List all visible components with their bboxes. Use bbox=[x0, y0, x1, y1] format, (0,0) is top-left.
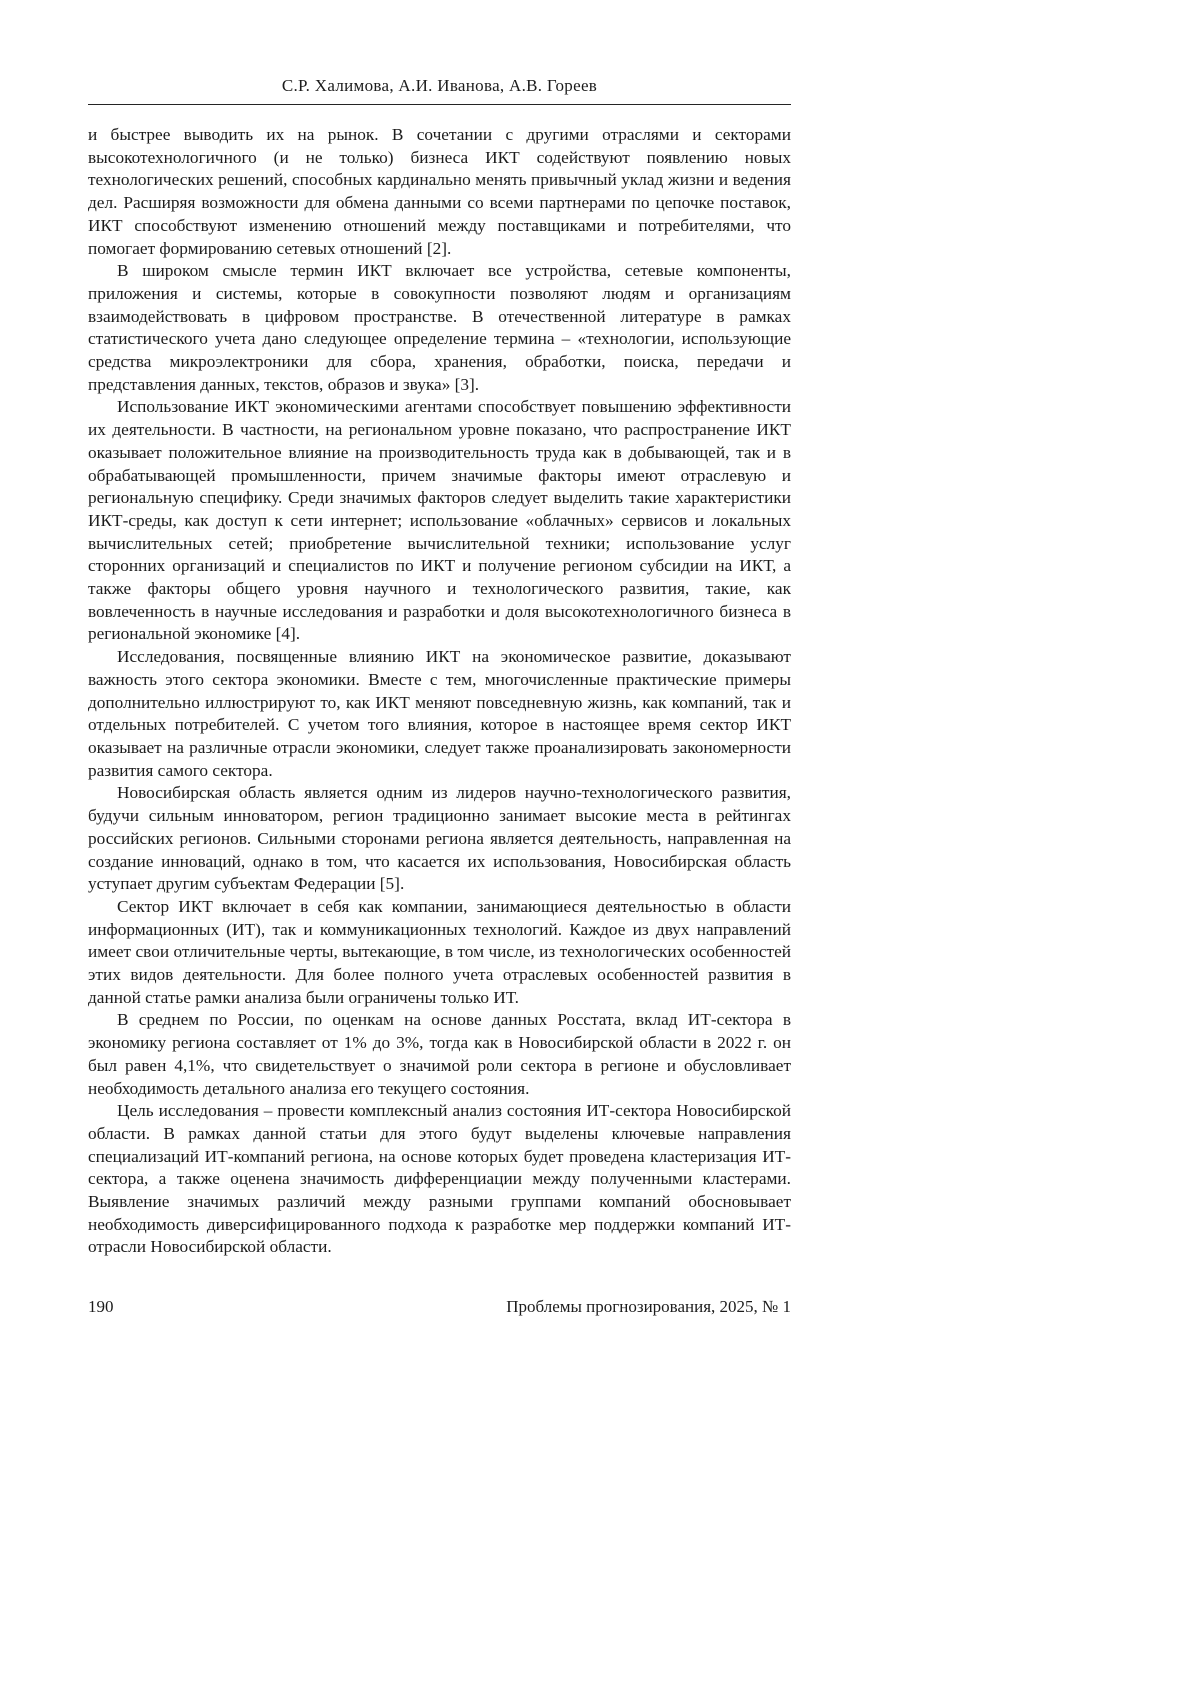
paragraph: Сектор ИКТ включает в себя как компании, занимающиеся деятельностью в области информационных (ИТ), так и коммуникационных технологий. Каждое из двух направлений имеет свои отличительные черты, вытекающие, в том числе, из технологических особенностей этих видов деятельности. Для более полного учета отраслевых особенностей развития в данной статье рамки анализа были ограничены только ИТ. bbox=[88, 896, 791, 1007]
paragraph: В среднем по России, по оценкам на основе данных Росстата, вклад ИТ-сектора в экономику региона составляет от 1% до 3%, тогда как в Новосибирской области в 2022 г. он был равен 4,1%, что свидетельствует о значимой роли сектора в регионе и обусловливает необходимость детального анализа его текущего состояния. bbox=[88, 1010, 791, 1098]
page-number: 190 bbox=[88, 1297, 114, 1316]
article-body bbox=[88, 124, 791, 1259]
paragraph: Использование ИКТ экономическими агентами способствует повышению эффективности их деятельности. В частности, на региональном уровне показано, что распространение ИКТ оказывает положительное влияние на производительность труда как в добывающей, так и в обрабатывающей промышленности, причем значимые факторы имеют отраслевую и региональную специфику. Среди значимых факторов следует выделить такие характеристики ИКТ-среды, как доступ к сети интернет; использование «облачных» сервисов и локальных вычислительных сетей; приобретение вычислительной техники; использование услуг сторонних организаций и специалистов по ИКТ и получение регионом субсидии на ИКТ, а также факторы общего уровня научного и технологического развития, такие, как вовлеченность в научные исследования и разработки и доля высокотехнологичного бизнеса в региональной экономике [4]. bbox=[88, 397, 791, 644]
text-column bbox=[88, 0, 791, 1697]
journal-title: Проблемы прогнозирования, 2025, № 1 bbox=[506, 1297, 791, 1316]
paragraph: Новосибирская область является одним из лидеров научно-технологического развития, будучи сильным инноватором, регион традиционно занимает высокие места в рейтингах российских регионов. Сильными сторонами региона является деятельность, направленная на создание инноваций, однако в том, что касается их использования, Новосибирская область уступает другим субъектам Федерации [5]. bbox=[88, 783, 791, 894]
header-rule bbox=[88, 104, 791, 105]
paragraph: Цель исследования – провести комплексный анализ состояния ИТ-сектора Новосибирской области. В рамках данной статьи для этого будут выделены ключевые направления специализаций ИТ-компаний региона, на основе которых будет проведена кластеризация ИТ-сектора, а также оценена значимость дифференциации между полученными кластерами. Выявление значимых различий между разными группами компаний обосновывает необходимость диверсифицированного подхода к разработке мер поддержки компаний ИТ-отрасли Новосибирской области. bbox=[88, 1101, 791, 1257]
paragraph: и быстрее выводить их на рынок. В сочетании с другими отраслями и секторами высокотехнологичного (и не только) бизнеса ИКТ содействуют появлению новых технологических решений, способных кардинально менять привычный уклад жизни и ведения дел. Расширяя возможности для обмена данными со всеми партнерами по цепочке поставок, ИКТ способствуют изменению отношений между поставщиками и потребителями, что помогает формированию сетевых отношений [2]. bbox=[88, 125, 791, 258]
authors-header: С.Р. Халимова, А.И. Иванова, А.В. Гореев bbox=[281, 76, 598, 95]
paragraph: Исследования, посвященные влиянию ИКТ на экономическое развитие, доказывают важность этого сектора экономики. Вместе с тем, многочисленные практические примеры дополнительно иллюстрируют то, как ИКТ меняют повседневную жизнь, как компаний, так и отдельных потребителей. С учетом того влияния, которое в настоящее время сектор ИКТ оказывает на различные отрасли экономики, следует также проанализировать закономерности развития самого сектора. bbox=[88, 647, 791, 780]
paragraph: В широком смысле термин ИКТ включает все устройства, сетевые компоненты, приложения и системы, которые в совокупности позволяют людям и организациям взаимодействовать в цифровом пространстве. В отечественной литературе в рамках статистического учета дано следующее определение термина – «технологии, использующие средства микроэлектроники для сбора, хранения, обработки, поиска, передачи и представления данных, текстов, образов и звука» [3]. bbox=[88, 261, 791, 394]
page-footer bbox=[88, 1297, 791, 1317]
